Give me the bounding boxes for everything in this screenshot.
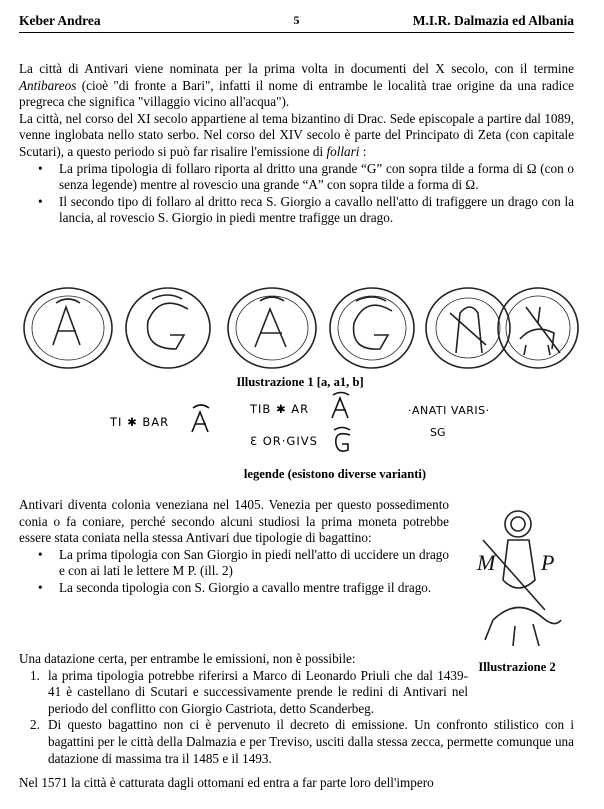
list-item: 2. Di questo bagattino non ci è pervenuto il decreto di emissione. Un confronto stilistico con i bagattini per le città della Dalmazia e per Treviso, usciti dalla stessa zecca, permette comunque una datazione di massima tra il 1485 e il 1493.: [30, 717, 574, 766]
list-item: • La seconda tipologia con S. Giorgio a cavallo mentre trafigge il drago.: [59, 580, 449, 597]
coin-a-obverse: [24, 288, 112, 368]
list-item: • La prima tipologia con San Giorgio in piedi nell'atto di uccidere un drago e con ai lati le lettere M P. (ill. 2): [59, 547, 449, 580]
legend-b1: TIB ✱ AR: [250, 402, 310, 416]
figure-1-caption: Illustrazione 1 [a, a1, b]: [236, 375, 364, 389]
legend-c2: SG: [430, 426, 446, 439]
follaro-list: [19, 161, 574, 227]
coin-a-reverse: [126, 288, 210, 368]
list-item: 1. la prima tipologia potrebbe riferirsi a Marco di Leonardo Priuli che dal 1439-41 è castellano di Scutari e successivamente prende le redini di Antivari nel periodo del conflitto con Giorgio Castriota, detto Scanderbeg.: [30, 667, 468, 716]
venice-section: [19, 497, 449, 597]
dating-paragraph: Una datazione certa, per entrambe le emissioni, non è possibile:: [19, 651, 356, 666]
figure-2-caption: Illustrazione 2: [478, 660, 556, 674]
header-author: Keber Andrea: [19, 13, 101, 28]
list-item: • La prima tipologia di follaro riporta al dritto una grande “G” con sopra tilde a forma di Ω (con o senza legende) mentre al rovescio una grande “A” con sopra tilde a forma di Ω.: [59, 161, 574, 194]
legend-c1: ·ANATI VARIS·: [408, 404, 490, 417]
legend-b2: Ɛ OR·GIVS: [250, 434, 318, 448]
dating-section: [19, 651, 574, 792]
page-number: 5: [293, 13, 300, 27]
coin-a1-obverse: [228, 288, 316, 368]
coin-legends: [100, 390, 500, 460]
page-header: [19, 10, 574, 33]
header-title: M.I.R. Dalmazia ed Albania: [412, 13, 574, 28]
list-item: • Il secondo tipo di follaro al dritto reca S. Giorgio a cavallo nell'atto di trafiggere un drago con la lancia, al rovescio S. Giorgio in piedi mentre trafigge un drago.: [59, 194, 574, 227]
letter-m: M: [477, 550, 496, 575]
legend-glyphs: [100, 390, 500, 460]
bagattino-list: [19, 547, 449, 597]
closing-paragraph: Nel 1571 la città è catturata dagli ottomani ed entra a far parte loro dell'impero: [19, 775, 434, 791]
intro-paragraph-2: La città, nel corso del XI secolo appartiene al tema bizantino di Drac. Sede episcopale a partire dal 1089, venne inglobata nello stato serbo. Nel corso del XIV secolo è parte del Principato di Zeta (con capitale Scutari), a questo periodo si può far risalire l'emissione di follari :: [19, 110, 574, 159]
venice-paragraph: Antivari diventa colonia veneziana nel 1405. Venezia per questo possedimento conia o fa coniare, perché secondo alcuni studiosi la prima moneta potrebbe essere stata coniata nella stessa Antivari due tipologie di bagattino:: [19, 497, 449, 546]
coins-illustration: [20, 283, 580, 373]
coin-a1-reverse: [330, 288, 414, 368]
intro-section: [19, 61, 574, 227]
dating-list: [19, 668, 574, 768]
intro-paragraph-1: La città di Antivari viene nominata per la prima volta in documenti del X secolo, con il termine Antibareos (cioè "di fronte a Bari", infatti il nome di entrambe le località trae origine da una radice pregreca che significa "villaggio vicino all'acqua").: [19, 61, 574, 110]
saint-george-bagattino-illustration: [463, 500, 573, 650]
legend-caption: legende (esistono diverse varianti): [243, 467, 427, 481]
letter-p: P: [541, 550, 555, 575]
legend-a: TI ✱ BAR: [110, 415, 170, 429]
